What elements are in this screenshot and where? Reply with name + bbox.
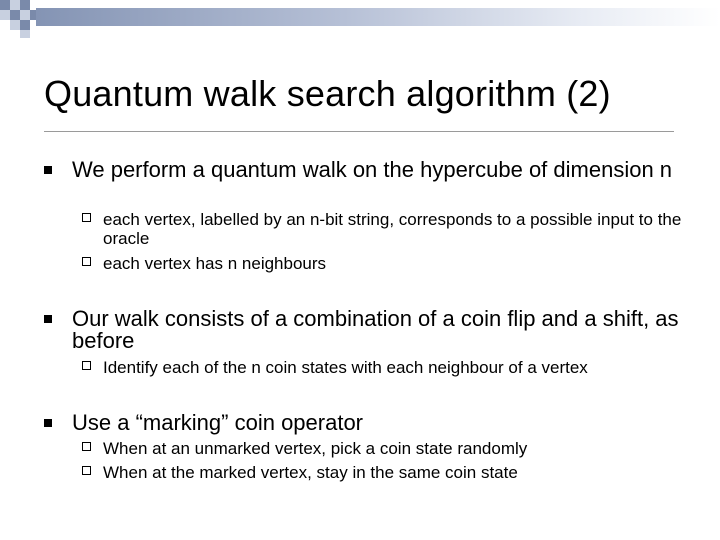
mosaic-square (0, 0, 10, 10)
square-bullet-icon (44, 166, 52, 174)
title-divider (44, 131, 674, 132)
bullet-text: Use a “marking” coin operator (72, 410, 364, 435)
sub-bullet-item (82, 463, 692, 482)
bullet-item (44, 308, 684, 352)
mosaic-square (10, 10, 20, 20)
hollow-square-bullet-icon (82, 361, 91, 370)
bullet-text: We perform a quantum walk on the hypercube of dimension n (72, 157, 673, 182)
bullet-item (44, 159, 684, 181)
mosaic-square (20, 10, 30, 20)
mosaic-square (10, 20, 20, 30)
sub-bullet-item (82, 439, 692, 458)
hollow-square-bullet-icon (82, 213, 91, 222)
sub-bullet-text: Identify each of the n coin states with each neighbour of a vertex (103, 358, 588, 377)
mosaic-square (20, 20, 30, 30)
mosaic-square (10, 0, 20, 10)
sub-bullet-item (82, 358, 692, 377)
bullet-text: Our walk consists of a combination of a coin flip and a shift, as before (72, 306, 679, 353)
square-bullet-icon (44, 419, 52, 427)
sub-bullet-text: When at the marked vertex, stay in the same coin state (103, 463, 518, 482)
sub-bullet-text: each vertex has n neighbours (103, 254, 327, 273)
sub-bullet-text: When at an unmarked vertex, pick a coin state randomly (103, 439, 528, 458)
mosaic-square (0, 10, 10, 20)
hollow-square-bullet-icon (82, 442, 91, 451)
mosaic-square (20, 30, 30, 38)
hollow-square-bullet-icon (82, 257, 91, 266)
hollow-square-bullet-icon (82, 466, 91, 475)
bullet-item (44, 412, 684, 434)
slide-title: Quantum walk search algorithm (2) (44, 73, 611, 114)
header-gradient-bar (36, 8, 720, 26)
sub-bullet-text: each vertex, labelled by an n-bit string, corresponds to a possible input to the oracle (103, 210, 682, 248)
square-bullet-icon (44, 315, 52, 323)
sub-bullet-item (82, 254, 692, 273)
sub-bullet-item (82, 210, 692, 248)
mosaic-square (20, 0, 30, 10)
